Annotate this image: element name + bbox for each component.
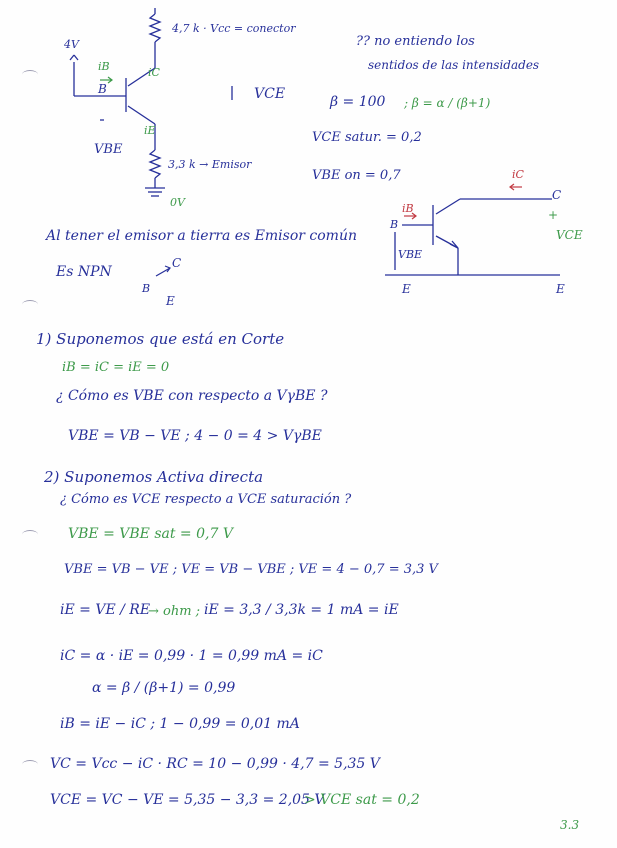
- circuit2-emitter-left: E: [402, 282, 411, 296]
- circuit2-collector: C: [552, 188, 562, 202]
- collector-current-label: iC: [148, 66, 160, 79]
- circuit2-ic-label: iC: [512, 168, 524, 181]
- section2-question: ¿ Cómo es VCE respecto a VCE saturación ?: [60, 492, 352, 507]
- emitter-current-label: iE: [144, 124, 156, 137]
- circuit2-ib-label: iB: [402, 202, 414, 215]
- ie-rhs: iE = 3,3 / 3,3k = 1 mA = iE: [204, 602, 399, 618]
- beta-value: β = 100: [330, 94, 386, 110]
- vbe-on: VBE on = 0,7: [312, 168, 401, 183]
- npn-pin-c: C: [172, 256, 182, 270]
- section2-heading: 2) Suponemos Activa directa: [44, 468, 264, 486]
- vbe-saturation-eq: VBE = VBE sat = 0,7 V: [68, 526, 233, 542]
- npn-text: Es NPN: [56, 264, 112, 280]
- ib-equation: iB = iE − iC ; 1 − 0,99 = 0,01 mA: [60, 716, 300, 732]
- base-label: B: [98, 82, 107, 96]
- npn-pin-e: E: [166, 294, 175, 308]
- npn-pin-b: B: [142, 282, 151, 295]
- ie-lhs: iE = VE / RE: [60, 602, 151, 618]
- circuit2-base: B: [390, 218, 399, 231]
- ie-ohm: → ohm ;: [148, 604, 201, 619]
- section1-currents: iB = iC = iE = 0: [62, 360, 170, 375]
- section1-equation: VBE = VB − VE ; 4 − 0 = 4 > VγBE: [68, 428, 322, 444]
- note-line-1: ?? no entiendo los: [356, 34, 475, 49]
- ve-equation: VBE = VB − VE ; VE = VB − VBE ; VE = 4 − 0,7 = 3,3 V: [64, 562, 438, 577]
- vce-equation: VCE = VC − VE = 5,35 − 3,3 = 2,05 V: [50, 792, 325, 808]
- note-line-2: sentidos de las intensidades: [368, 58, 540, 72]
- supply-voltage: 4V: [64, 38, 79, 51]
- base-current-label: iB: [98, 60, 110, 73]
- emitter-resistor-label: 3,3 k → Emisor: [168, 158, 252, 171]
- collector-resistor-label: 4,7 k · Vcc = conector: [172, 22, 296, 35]
- vbe-label: VBE: [94, 142, 123, 157]
- alpha-equation: α = β / (β+1) = 0,99: [92, 680, 236, 696]
- circuit2-vbe: VBE: [398, 248, 423, 261]
- ic-equation: iC = α · iE = 0,99 · 1 = 0,99 mA = iC: [60, 648, 323, 664]
- vce-label: VCE: [254, 86, 286, 102]
- common-emitter-text: Al tener el emisor a tierra es Emisor común: [46, 228, 357, 244]
- vc-equation: VC = Vcc − iC · RC = 10 − 0,99 · 4,7 = 5,35 V: [50, 756, 380, 772]
- section1-question: ¿ Cómo es VBE con respecto a VγBE ?: [56, 388, 328, 404]
- page-number: 3.3: [560, 818, 580, 832]
- section1-heading: 1) Suponemos que está en Corte: [36, 330, 285, 348]
- circuit2-vce: VCE: [556, 228, 583, 242]
- beta-formula: ; β = α / (β+1): [404, 96, 491, 110]
- vce-comparison: > VCE sat = 0,2: [304, 792, 420, 808]
- vce-saturation: VCE satur. = 0,2: [312, 130, 422, 145]
- circuit2-plus: +: [548, 208, 559, 222]
- circuit2-emitter-right: E: [556, 282, 565, 296]
- ground-label: 0V: [170, 196, 185, 209]
